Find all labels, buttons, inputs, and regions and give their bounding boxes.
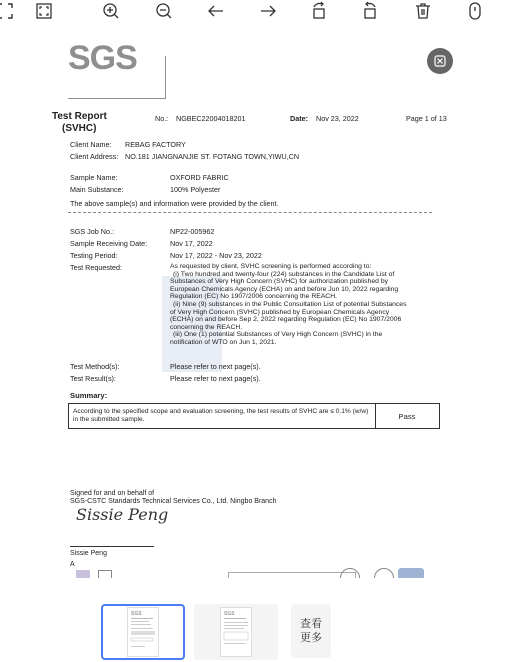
test-results: Please refer to next page(s). [170,374,261,383]
test-requested-line: notification of WTO on Jun 1, 2021. [170,338,277,346]
document-viewer[interactable] [28,40,463,578]
client-address-label: Client Address: [70,152,119,161]
test-requested-line: of Very High Concern (SVHC) published by European Chemicals Agency [170,308,390,316]
report-title: Test Report [52,111,107,122]
testing-period: Nov 17, 2022 - Nov 23, 2022 [170,251,262,260]
svg-text:SGS: SGS [224,611,235,617]
zoom-in-icon[interactable] [98,0,124,22]
test-requested-line: As requested by client, SVHC screening is performed according to: [170,263,372,270]
job-no-label: SGS Job No.: [70,227,114,236]
sample-name-row [70,173,229,182]
sgs-logo: SGS [68,40,137,77]
receiving-date: Nov 17, 2022 [170,239,213,248]
receiving-date-row [70,239,213,248]
summary-result: Pass [398,411,416,421]
zoom-out-icon[interactable] [340,568,360,578]
signed-line-2: SGS-CSTC Standards Technical Services Co., Ltd. Ningbo Branch [70,498,277,505]
test-requested-line: (ii) Nine (9) substances in the Public Consultation List of potential Substances [173,300,407,308]
client-address-row [70,152,300,161]
info-icon[interactable] [462,0,488,22]
logo-rule [68,98,166,99]
signature: Sissie Peng [76,505,169,524]
summary-title: Summary: [70,391,108,400]
thumbnail-page-1[interactable] [101,604,185,660]
main-substance-row [70,185,221,194]
signer-title: A [70,561,75,568]
test-requested-line: (iii) One (1) potential Substances of Very High Concern (SVHC) in the [173,331,383,339]
viewer-toolbar [0,0,509,26]
view-more-label: 查看 [300,618,322,630]
testing-period-row [70,251,262,260]
test-requested-line: (i) Two hundred and twenty-four (224) substances in the Candidate List of [173,270,395,278]
thumbnail-strip [0,604,509,662]
test-requested-line: Regulation (EC) No 1907/2006 concerning the REACH. [170,293,337,301]
test-requested-text [170,263,435,347]
receiving-date-label: Sample Receiving Date: [70,239,148,248]
view-more-label: 更多 [300,632,322,644]
client-name: REBAG FACTORY [125,140,186,149]
page-mini-toolbar [68,566,458,578]
main-substance-label: Main Substance: [70,185,124,194]
report-subtitle: (SVHC) [62,123,97,134]
arrow-right-icon[interactable] [255,0,281,22]
signature-rule [70,546,154,547]
test-requested-line: concerning the REACH. [170,323,243,331]
report-date: Nov 23, 2022 [316,114,359,123]
summary-table [68,403,440,429]
client-name-row [70,140,186,149]
close-icon [433,54,447,68]
rotate-left-icon[interactable] [306,0,332,22]
arrow-left-icon[interactable] [203,0,229,22]
test-methods: Please refer to next page(s). [170,362,261,371]
thumbnail-image [220,607,252,657]
thumbnail-icon[interactable] [76,570,90,578]
summary-text: According to the specified scope and evaluation screening, the test results of SVHC are ≤ 0.1% (w/w) in the submitted sample. [73,408,369,423]
provided-note: The above sample(s) and information were provided by the client. [70,199,279,208]
test-results-label: Test Result(s): [70,374,116,383]
thumbnail-page-2[interactable] [194,604,278,660]
trash-icon[interactable] [410,0,436,22]
logo-rule [165,56,166,98]
view-more-button[interactable] [291,604,331,658]
client-name-label: Client Name: [70,140,112,149]
date-label: Date: [290,114,308,123]
report-no-label: No.: [155,114,169,123]
dashed-divider [68,212,432,213]
page-input[interactable] [228,572,356,578]
test-requested-line: (ECHA) on and before Sep 2, 2022 regarding Regulation (EC) No 1907/2006 [170,316,402,324]
report-no: NGBEC22004018201 [176,114,246,123]
signer-name: Sissie Peng [70,550,107,557]
svg-text:SGS: SGS [131,611,142,617]
sample-name: OXFORD FABRIC [170,173,229,182]
sample-name-label: Sample Name: [70,173,118,182]
page-indicator: Page 1 of 13 [406,114,447,123]
signed-line-1: Signed for and on behalf of [70,490,155,497]
zoom-out-icon[interactable] [151,0,177,22]
test-report-page [28,40,463,578]
job-no: NP22-005962 [170,227,215,236]
fullscreen-icon[interactable] [0,0,18,22]
client-address: NO.181 JIANGNANJIE ST. FOTANG TOWN,YIWU,CN [125,152,300,161]
test-requested-line: Substances of Very High Concern (SVHC) for authorization published by [170,278,388,286]
close-preview-button[interactable] [427,48,453,74]
rotate-right-icon[interactable] [357,0,383,22]
test-results-row [70,374,261,383]
fit-page-icon[interactable] [31,0,57,22]
zoom-in-icon[interactable] [374,568,394,578]
job-no-row [70,227,215,236]
testing-period-label: Testing Period: [70,251,118,260]
test-methods-label: Test Method(s): [70,362,120,371]
main-substance: 100% Polyester [170,185,221,194]
test-requested-label: Test Requested: [70,263,122,272]
test-methods-row [70,362,261,371]
view-mode-icon[interactable] [398,568,424,578]
test-requested-line: European Chemicals Agency (ECHA) on and before Jun 10, 2022 regarding [170,285,399,293]
thumbnail-image [127,607,159,657]
page-icon[interactable] [98,570,112,578]
